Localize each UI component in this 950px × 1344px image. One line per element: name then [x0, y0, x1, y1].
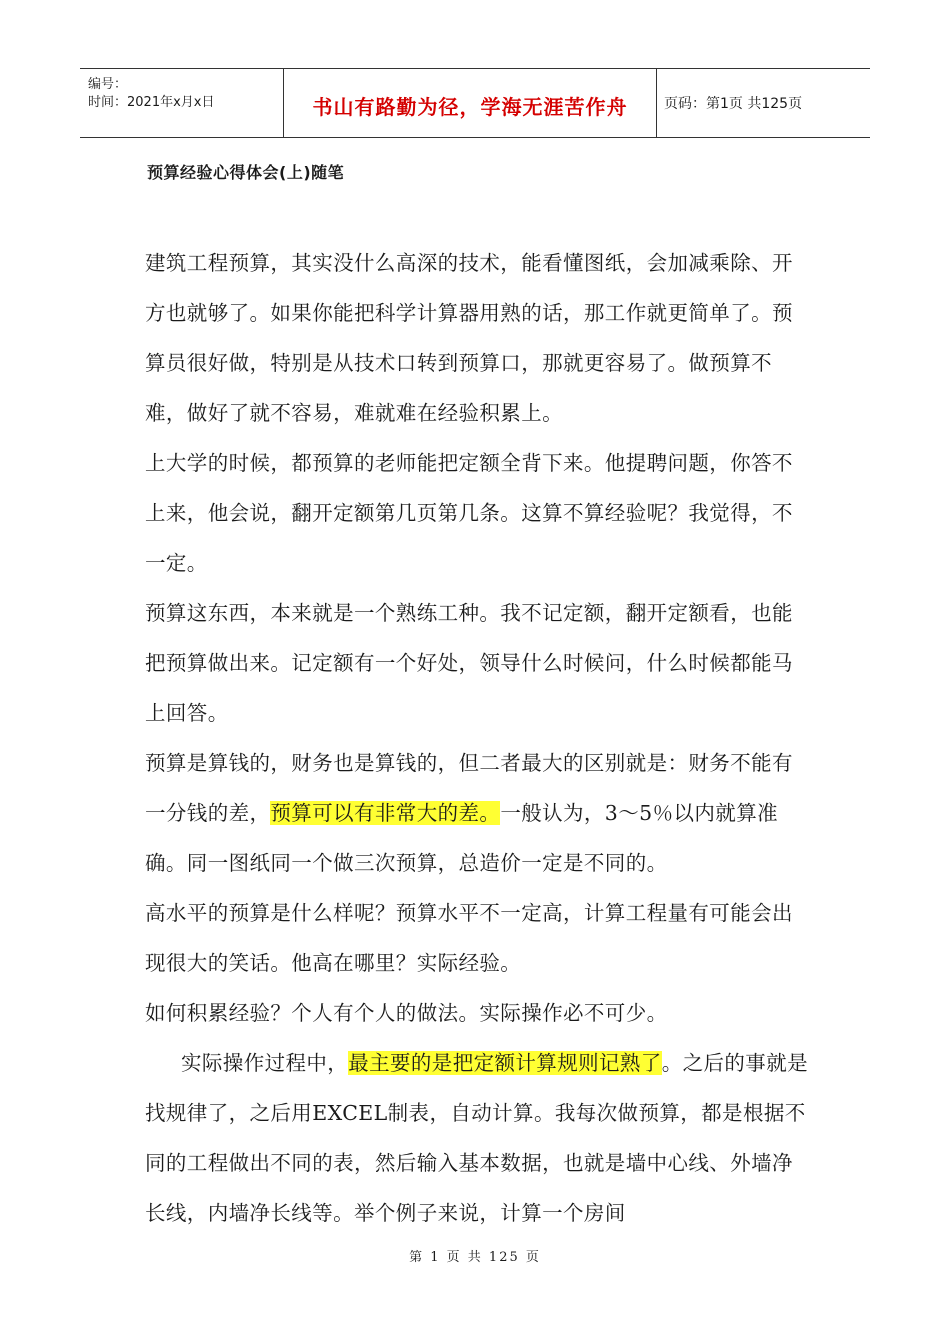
- motto-text: 书山有路勤为径，学海无涯苦作舟: [312, 95, 628, 119]
- document-body: [145, 238, 810, 1238]
- paragraph: 建筑工程预算，其实没什么高深的技术，能看懂图纸，会加减乘除、开方也就够了。如果你能把科学计算器用熟的话，那工作就更简单了。预算员很好做，特别是从技术口转到预算口，那就更容易了。做预算不难，做好了就不容易，难就难在经验积累上。: [145, 251, 793, 425]
- paragraph: 如何积累经验？个人有个人的做法。实际操作必不可少。: [145, 1001, 668, 1025]
- page-info: 页码：第1页 共125页: [664, 96, 803, 112]
- highlighted-text: 预算可以有非常大的差。: [270, 801, 501, 825]
- document-title: 预算经验心得体会(上)随笔: [147, 163, 345, 182]
- page-footer: 第 1 页 共 125 页: [409, 1250, 541, 1265]
- time-label: 时间：2021年x月x日: [88, 95, 215, 110]
- header-page-cell: [656, 69, 870, 137]
- paragraph: 高水平的预算是什么样呢？预算水平不一定高，计算工程量有可能会出现很大的笑话。他高在哪里？实际经验。: [145, 901, 793, 975]
- paragraph: 预算是算钱的，财务也是算钱的，但二者最大的区别就是：财务不能有一分钱的差，预算可以有非常大的差。一般认为，3～5％以内就算准确。同一图纸同一个做三次预算，总造价一定是不同的。: [145, 751, 793, 875]
- header-meta-cell: [80, 69, 283, 137]
- highlighted-text: 最主要的是把定额计算规则记熟了: [348, 1051, 662, 1075]
- paragraph: 实际操作过程中，最主要的是把定额计算规则记熟了。之后的事就是找规律了，之后用EXCEL制表，自动计算。我每次做预算，都是根据不同的工程做出不同的表，然后输入基本数据，也就是墙中心线、外墙净长线，内墙净长线等。举个例子来说，计算一个房间: [145, 1051, 809, 1225]
- paragraph: 上大学的时候，都预算的老师能把定额全背下来。他提聘问题，你答不上来，他会说，翻开定额第几页第几条。这算不算经验呢？我觉得，不一定。: [145, 451, 793, 575]
- header-motto-cell: [283, 69, 657, 137]
- document-header-table: [80, 68, 870, 138]
- paragraph: 预算这东西，本来就是一个熟练工种。我不记定额，翻开定额看，也能把预算做出来。记定额有一个好处，领导什么时候问，什么时候都能马上回答。: [145, 601, 793, 725]
- number-label: 编号：: [88, 77, 128, 92]
